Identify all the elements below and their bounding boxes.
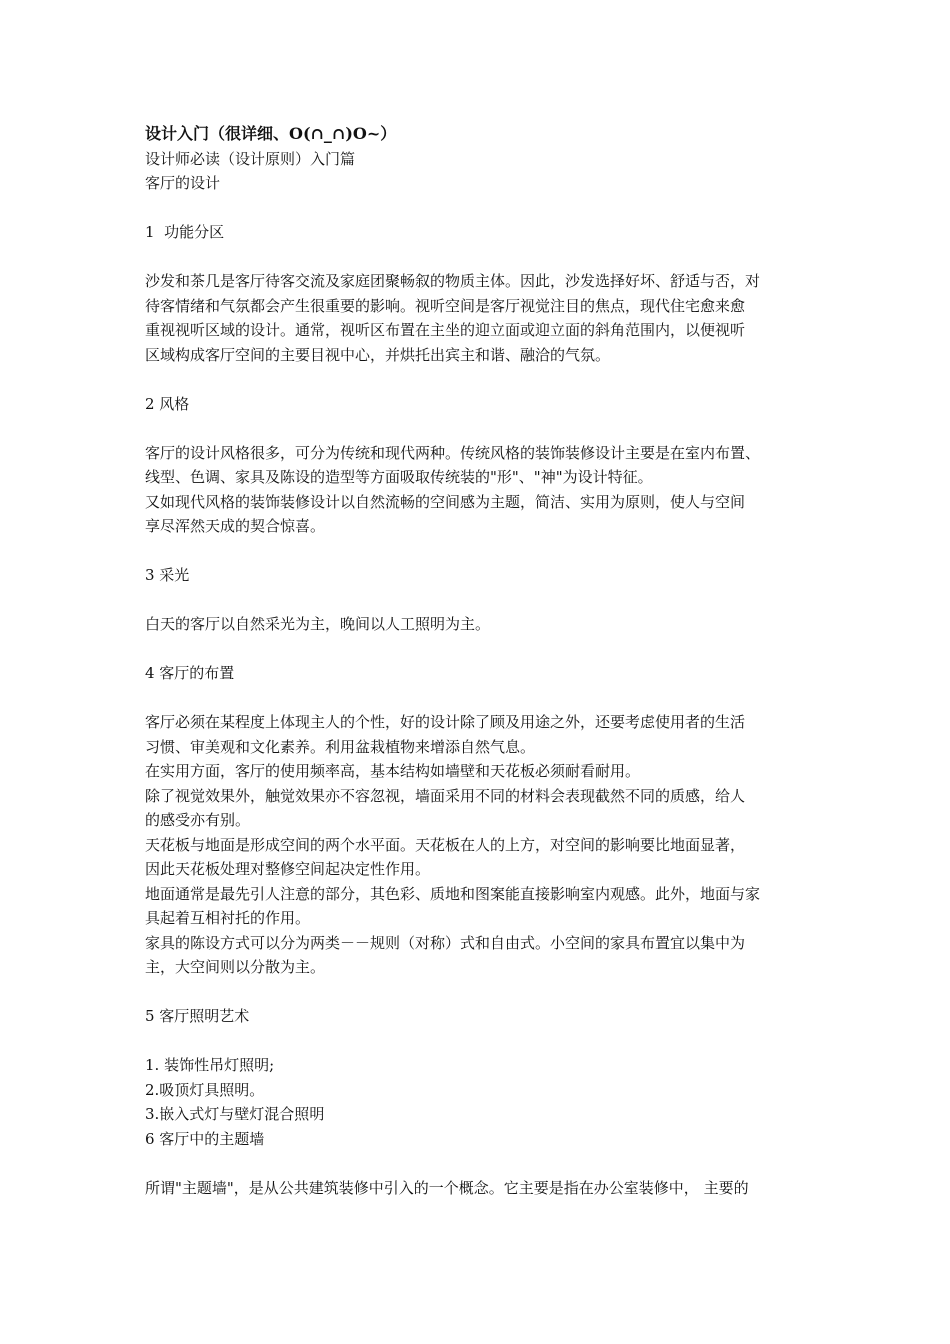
spacer (145, 539, 810, 564)
paragraph-line: 客厅的设计风格很多，可分为传统和现代两种。传统风格的装饰装修设计主要是在室内布置、 (145, 443, 761, 462)
paragraph-line: 线型、色调、家具及陈设的造型等方面吸取传统装的"形"、"神"为设计特征。 (145, 468, 653, 486)
paragraph-line: 家具的陈设方式可以分为两类－－规则（对称）式和自由式。小空间的家具布置宜以集中为 (145, 933, 746, 952)
paragraph-line: 地面通常是最先引人注意的部分，其色彩、质地和图案能直接影响室内观感。此外，地面与家 (145, 884, 761, 903)
section-heading: 1 功能分区 (145, 223, 225, 241)
paragraph-line: 因此天花板处理对整修空间起决定性作用。 (145, 860, 431, 878)
paragraph-line: 待客情绪和气氛都会产生很重要的影响。视听空间是客厅视觉注目的焦点，现代住宅愈来愈 (145, 296, 746, 315)
paragraph-line: 享尽浑然天成的契合惊喜。 (145, 517, 326, 535)
spacer (145, 245, 810, 270)
document-title: 设计入门（很详细、O(∩_∩)O~） (145, 124, 397, 143)
paragraph-line: 除了视觉效果外，触觉效果亦不容忽视，墙面采用不同的材料会表现截然不同的质感，给人 (145, 786, 746, 805)
spacer (145, 980, 810, 1005)
section-heading: 3 采光 (145, 566, 190, 584)
document-subtitle: 设计师必读（设计原则）入门篇 (145, 149, 356, 168)
spacer (145, 686, 810, 711)
spacer (145, 416, 810, 441)
section-heading: 6 客厅中的主题墙 (145, 1129, 265, 1148)
spacer (145, 367, 810, 392)
spacer (145, 637, 810, 662)
spacer (145, 196, 810, 221)
paragraph-line: 又如现代风格的装饰装修设计以自然流畅的空间感为主题，简洁、实用为原则，使人与空间 (145, 492, 746, 511)
paragraph-line: 具起着互相衬托的作用。 (145, 909, 311, 927)
spacer (145, 588, 810, 613)
document-page (145, 122, 810, 1200)
section-heading: 4 客厅的布置 (145, 664, 235, 682)
section-heading: 5 客厅照明艺术 (145, 1007, 250, 1025)
list-item: 3.嵌入式灯与壁灯混合照明 (145, 1105, 325, 1123)
document-subheading: 客厅的设计 (145, 174, 221, 192)
paragraph-line: 的感受亦有别。 (145, 811, 251, 829)
list-item: 2.吸顶灯具照明。 (145, 1080, 265, 1099)
spacer (145, 1151, 810, 1176)
spacer (145, 1029, 810, 1054)
paragraph-line: 沙发和茶几是客厅待客交流及家庭团聚畅叙的物质主体。因此，沙发选择好坏、舒适与否，对 (145, 272, 761, 290)
section-heading: 2 风格 (145, 394, 190, 413)
paragraph-line: 在实用方面，客厅的使用频率高，基本结构如墙壁和天花板必须耐看耐用。 (145, 762, 641, 780)
list-item: 1. 装饰性吊灯照明; (145, 1056, 275, 1074)
paragraph-line: 重视视听区域的设计。通常，视听区布置在主坐的迎立面或迎立面的斜角范围内，以便视听 (145, 321, 746, 339)
paragraph-line: 主，大空间则以分散为主。 (145, 958, 326, 976)
paragraph-line: 习惯、审美观和文化素养。利用盆栽植物来增添自然气息。 (145, 737, 536, 756)
paragraph-line: 天花板与地面是形成空间的两个水平面。天花板在人的上方，对空间的影响要比地面显著， (145, 835, 746, 854)
paragraph-line: 客厅必须在某程度上体现主人的个性，好的设计除了顾及用途之外，还要考虑使用者的生活 (145, 713, 746, 731)
paragraph-line: 所谓"主题墙"，是从公共建筑装修中引入的一个概念。它主要是指在办公室装修中， 主要的 (145, 1178, 749, 1197)
paragraph-line: 白天的客厅以自然采光为主，晚间以人工照明为主。 (145, 615, 491, 633)
paragraph-line: 区域构成客厅空间的主要目视中心，并烘托出宾主和谐、融洽的气氛。 (145, 345, 611, 364)
